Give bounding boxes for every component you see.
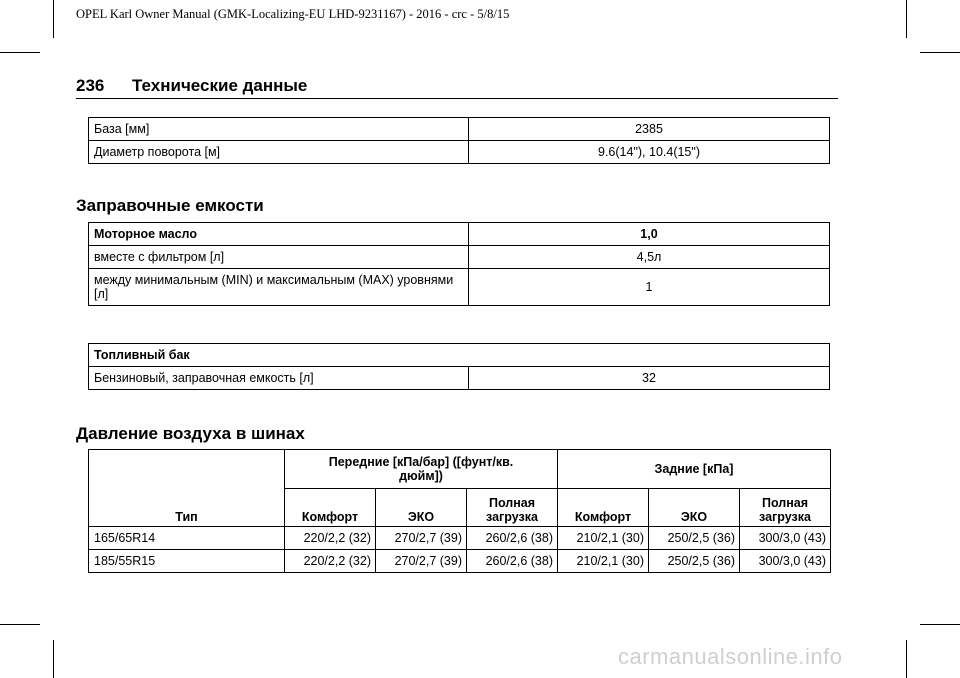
- engine-oil-label: Моторное масло: [89, 223, 469, 246]
- page-title: Технические данные: [132, 76, 308, 95]
- pressure-value: 260/2,6 (38): [467, 550, 558, 573]
- type-header: Тип: [89, 450, 285, 527]
- row-label: между минимальным (MIN) и максимальным (MAX) уровнями [л]: [89, 269, 469, 306]
- crop-mark: [0, 624, 40, 625]
- row-value: 32: [469, 367, 830, 390]
- crop-mark: [53, 640, 54, 678]
- pressure-value: 220/2,2 (32): [285, 527, 376, 550]
- row-label: Диаметр поворота [м]: [89, 141, 469, 164]
- tire-pressure-table: [88, 449, 831, 573]
- sub-header: Комфорт: [558, 489, 649, 527]
- fuel-tank-label: Топливный бак: [89, 344, 830, 367]
- row-value: 4,5л: [469, 246, 830, 269]
- pressure-value: 210/2,1 (30): [558, 527, 649, 550]
- fuel-tank-table: [88, 343, 830, 390]
- crop-mark: [920, 52, 960, 53]
- engine-oil-table: [88, 222, 830, 306]
- header-rule: [76, 98, 838, 99]
- table-row: [89, 246, 830, 269]
- sub-header: Полная загрузка: [467, 489, 558, 527]
- table-row: [89, 118, 830, 141]
- tire-type: 165/65R14: [89, 527, 285, 550]
- pressure-value: 300/3,0 (43): [740, 550, 831, 573]
- table-row: [89, 550, 831, 573]
- pressure-value: 260/2,6 (38): [467, 527, 558, 550]
- row-value: 9.6(14"), 10.4(15"): [469, 141, 830, 164]
- pressure-value: 300/3,0 (43): [740, 527, 831, 550]
- table-header-row: [89, 344, 830, 367]
- engine-oil-value: 1,0: [469, 223, 830, 246]
- pressure-value: 270/2,7 (39): [376, 550, 467, 573]
- sub-header: ЭКО: [649, 489, 740, 527]
- table-row: [89, 527, 831, 550]
- pressure-value: 220/2,2 (32): [285, 550, 376, 573]
- crop-mark: [0, 52, 40, 53]
- row-label: Бензиновый, заправочная емкость [л]: [89, 367, 469, 390]
- sub-header: Комфорт: [285, 489, 376, 527]
- row-label: вместе с фильтром [л]: [89, 246, 469, 269]
- tire-type: 185/55R15: [89, 550, 285, 573]
- section-title-capacities: Заправочные емкости: [76, 196, 264, 215]
- watermark: carmanualsonline.info: [618, 644, 843, 669]
- crop-mark: [906, 0, 907, 38]
- pressure-value: 250/2,5 (36): [649, 550, 740, 573]
- page-header: [76, 76, 307, 96]
- row-value: 1: [469, 269, 830, 306]
- sub-header: Полная загрузка: [740, 489, 831, 527]
- rear-header: Задние [кПа]: [558, 450, 831, 489]
- row-value: 2385: [469, 118, 830, 141]
- pressure-value: 210/2,1 (30): [558, 550, 649, 573]
- crop-mark: [906, 640, 907, 678]
- page-number: 236: [76, 76, 105, 95]
- crop-mark: [920, 624, 960, 625]
- table-row: [89, 141, 830, 164]
- dimensions-table: [88, 117, 830, 164]
- crop-mark: [53, 0, 54, 38]
- table-header-row: [89, 450, 831, 489]
- row-label: База [мм]: [89, 118, 469, 141]
- table-header-row: [89, 223, 830, 246]
- pressure-value: 270/2,7 (39): [376, 527, 467, 550]
- document-meta: OPEL Karl Owner Manual (GMK-Localizing-EU LHD-9231167) - 2016 - crc - 5/8/15: [76, 7, 510, 21]
- table-row: [89, 269, 830, 306]
- front-header: Передние [кПа/бар] ([фунт/кв. дюйм]): [285, 450, 558, 489]
- sub-header: ЭКО: [376, 489, 467, 527]
- table-row: [89, 367, 830, 390]
- pressure-value: 250/2,5 (36): [649, 527, 740, 550]
- section-title-tire-pressure: Давление воздуха в шинах: [76, 424, 305, 443]
